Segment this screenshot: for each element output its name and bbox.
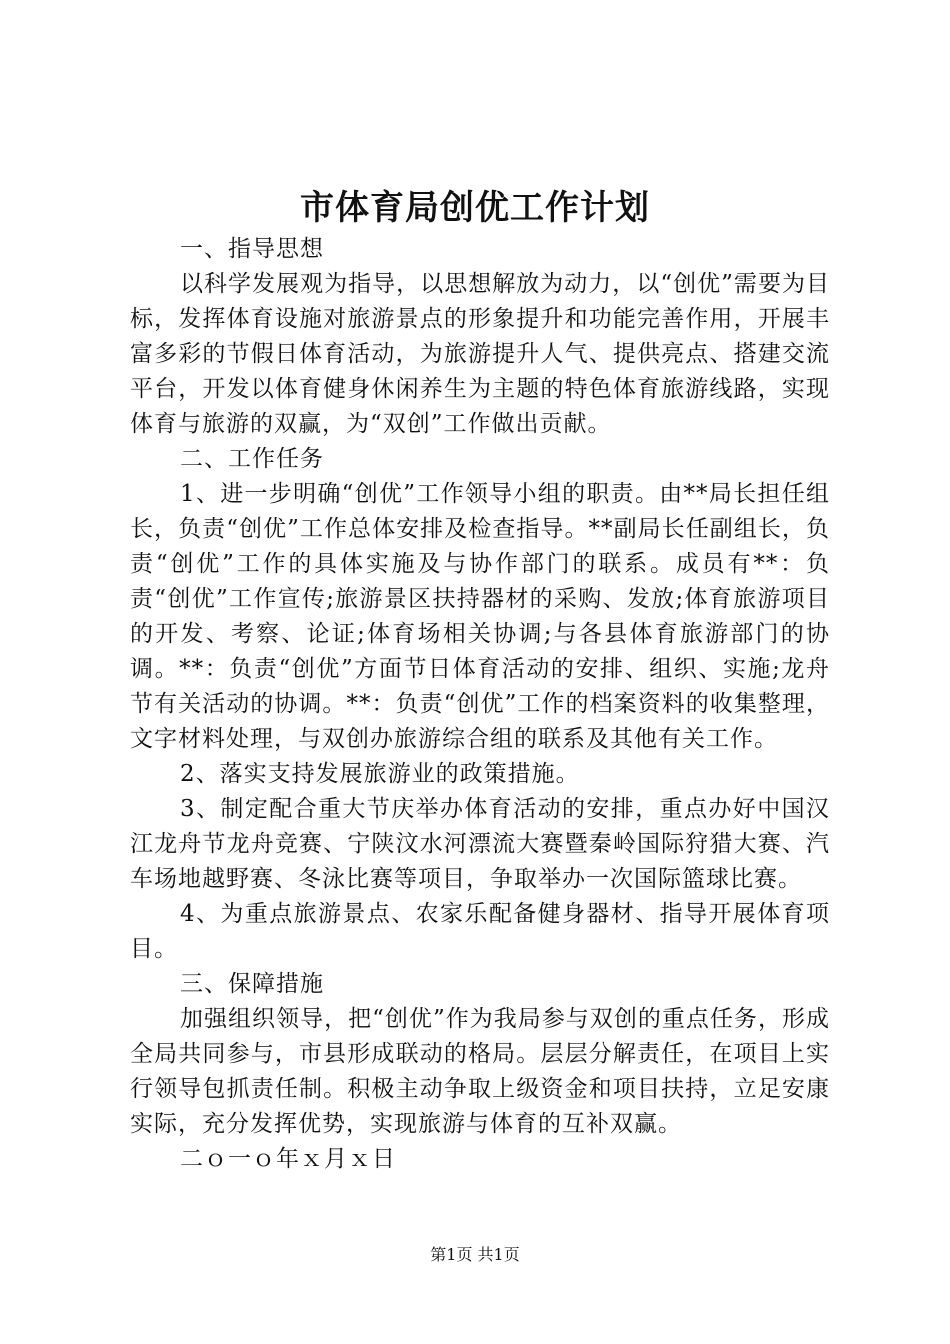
document-title: 市体育局创优工作计划 <box>300 188 650 228</box>
page-number-footer: 第1页 共1页 <box>430 1245 520 1264</box>
paragraph-task-4: 4、为重点旅游景点、农家乐配备健身器材、指导开展体育项目。 <box>130 901 830 962</box>
section-heading-guiding-ideology: 一、指导思想 <box>180 236 324 262</box>
section-heading-work-tasks: 二、工作任务 <box>180 446 324 472</box>
document-date: 二ｏ一ｏ年ｘ月ｘ日 <box>180 1146 396 1172</box>
paragraph-task-3: 3、制定配合重大节庆举办体育活动的安排，重点办好中国汉江龙舟节龙舟竞赛、宁陕汶水河漂流大赛暨秦岭国际狩猎大赛、汽车场地越野赛、冬泳比赛等项目，争取举办一次国际篮球比赛。 <box>130 796 830 892</box>
paragraph-safeguards: 加强组织领导，把“创优”作为我局参与双创的重点任务，形成全局共同参与，市县形成联动的格局。层层分解责任，在项目上实行领导包抓责任制。积极主动争取上级资金和项目扶持，立足安康实际，充分发挥优势，实现旅游与体育的互补双赢。 <box>130 1006 830 1137</box>
paragraph-task-1: 1、进一步明确“创优”工作领导小组的职责。由**局长担任组长，负责“创优”工作总体安排及检查指导。**副局长任副组长，负责“创优”工作的具体实施及与协作部门的联系。成员有**：负责“创优”工作宣传;旅游景区扶持器材的采购、发放;体育旅游项目的开发、考察、论证;体育场相关协调;与各县体育旅游部门的协调。**：负责“创优”方面节日体育活动的安排、组织、实施;龙舟节有关活动的协调。**：负责“创优”工作的档案资料的收集整理，文字材料处理，与双创办旅游综合组的联系及其他有关工作。 <box>130 481 830 752</box>
paragraph-guiding-ideology: 以科学发展观为指导，以思想解放为动力，以“创优”需要为目标，发挥体育设施对旅游景点的形象提升和功能完善作用，开展丰富多彩的节假日体育活动，为旅游提升人气、提供亮点、搭建交流平台，开发以体育健身休闲养生为主题的特色体育旅游线路，实现体育与旅游的双赢，为“双创”工作做出贡献。 <box>130 271 830 437</box>
section-heading-safeguards: 三、保障措施 <box>180 971 324 997</box>
document-body <box>130 232 830 1177</box>
paragraph-task-2: 2、落实支持发展旅游业的政策措施。 <box>180 761 580 787</box>
